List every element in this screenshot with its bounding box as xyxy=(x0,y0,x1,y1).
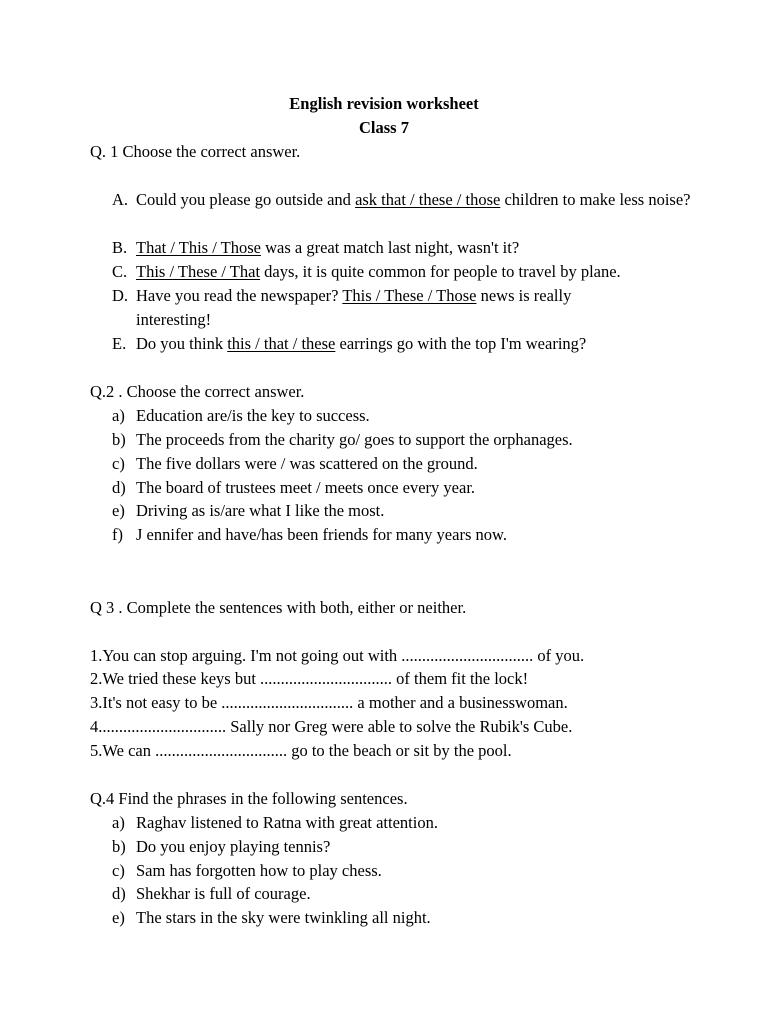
q3-sentence-3: 3.It's not easy to be ................................ a mother and a businesswoman. xyxy=(90,693,568,712)
q1-item-e: E. Do you think this / that / these earrings go with the top I'm wearing? xyxy=(112,332,702,356)
q2-item-e: e) Driving as is/are what I like the most. xyxy=(112,501,385,520)
worksheet-title: English revision worksheet xyxy=(289,94,479,113)
q4-item-b: b) Do you enjoy playing tennis? xyxy=(112,837,331,856)
q2-item-f: f) J ennifer and have/has been friends for many years now. xyxy=(112,525,507,544)
q4-item-a: a) Raghav listened to Ratna with great attention. xyxy=(112,813,438,832)
q1-item-b: B. That / This / Those was a great match last night, wasn't it? xyxy=(112,236,702,260)
q3-sentence-5: 5.We can ................................ go to the beach or sit by the pool. xyxy=(90,741,512,760)
q2-item-d: d) The board of trustees meet / meets once every year. xyxy=(112,478,476,497)
q3-heading: Q 3 . Complete the sentences with both, either or neither. xyxy=(90,598,467,617)
q1-item-a: A. Could you please go outside and ask that / these / those children to make less noise? xyxy=(112,188,702,212)
q2-heading: Q.2 . Choose the correct answer. xyxy=(90,382,305,401)
q4-item-d: d) Shekhar is full of courage. xyxy=(112,884,311,903)
q3-sentence-2: 2.We tried these keys but ................................ of them fit the lock! xyxy=(90,669,529,688)
q4-heading: Q.4 Find the phrases in the following sentences. xyxy=(90,789,408,808)
choice-options: This / These / That xyxy=(136,262,261,281)
class-label: Class 7 xyxy=(359,118,409,137)
choice-options: This / These / Those xyxy=(342,286,477,305)
q3-sentence-4: 4............................... Sally nor Greg were able to solve the Rubik's Cube. xyxy=(90,717,573,736)
q1-heading: Q. 1 Choose the correct answer. xyxy=(90,142,301,161)
item-label: E. xyxy=(112,334,127,353)
choice-options: this / that / these xyxy=(227,334,336,353)
item-label: B. xyxy=(112,238,128,257)
q1-item-d: D. Have you read the newspaper? This / These / Those news is really interesting! xyxy=(112,286,572,329)
choice-options: That / This / Those xyxy=(136,238,261,257)
item-label: A. xyxy=(112,190,129,209)
item-label: C. xyxy=(112,262,128,281)
q2-item-c: c) The five dollars were / was scattered on the ground. xyxy=(112,454,478,473)
q2-item-a: a) Education are/is the key to success. xyxy=(112,406,370,425)
q2-item-b: b) The proceeds from the charity go/ goes to support the orphanages. xyxy=(112,430,573,449)
q4-item-e: e) The stars in the sky were twinkling all night. xyxy=(112,908,431,927)
item-label: D. xyxy=(112,286,129,305)
q1-item-c: C. This / These / That days, it is quite common for people to travel by plane. xyxy=(112,260,702,284)
q3-sentence-1: 1.You can stop arguing. I'm not going out with ................................ of you. xyxy=(90,646,585,665)
choice-options: ask that / these / those xyxy=(355,190,501,209)
q4-item-c: c) Sam has forgotten how to play chess. xyxy=(112,861,382,880)
